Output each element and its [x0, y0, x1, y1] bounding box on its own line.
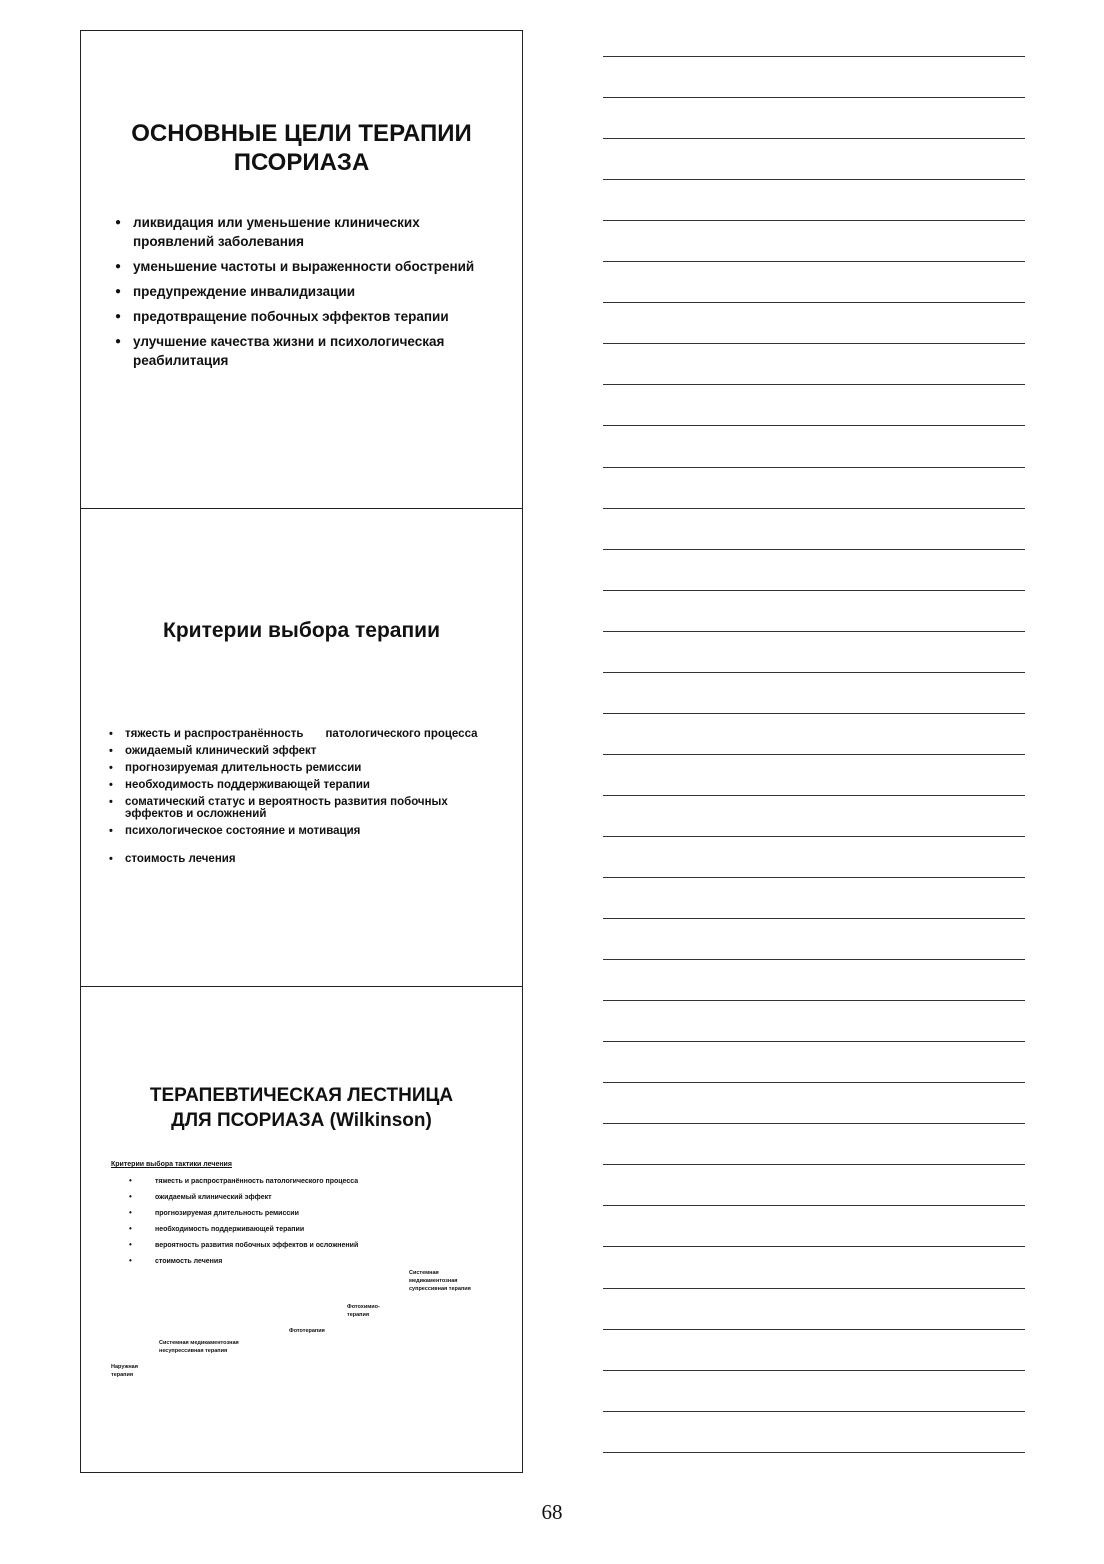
list-item: • необходимость поддерживающей терапии	[107, 779, 497, 791]
list-item: • ожидаемый клинический эффект	[127, 1193, 497, 1202]
note-line	[603, 1205, 1025, 1206]
ladder-step-topical	[111, 1363, 138, 1379]
note-line	[603, 1164, 1025, 1165]
slide-title	[81, 1083, 522, 1133]
note-line	[603, 590, 1025, 591]
note-line	[603, 754, 1025, 755]
note-line	[603, 959, 1025, 960]
note-line	[603, 1452, 1025, 1453]
step-line: Фототерапия	[289, 1328, 325, 1334]
step-line: терапия	[347, 1312, 370, 1318]
note-line	[603, 1246, 1025, 1247]
note-line	[603, 795, 1025, 796]
ladder-step-systemic-suppressive	[409, 1269, 471, 1293]
list-item: ● предупреждение инвалидизации	[113, 282, 493, 301]
title-line: ОСНОВНЫЕ ЦЕЛИ ТЕРАПИИ	[131, 120, 472, 147]
note-line	[603, 1041, 1025, 1042]
slide-therapy-goals	[81, 31, 522, 509]
note-line	[603, 425, 1025, 426]
note-line	[603, 343, 1025, 344]
note-line	[603, 1411, 1025, 1412]
note-line	[603, 1329, 1025, 1330]
note-line	[603, 467, 1025, 468]
note-line	[603, 384, 1025, 385]
list-item: • прогнозируемая длительность ремиссии	[127, 1209, 497, 1218]
note-line	[603, 220, 1025, 221]
criteria-list	[107, 728, 497, 870]
note-line	[603, 549, 1025, 550]
slides-panel	[80, 30, 523, 1473]
slide-therapeutic-ladder	[81, 987, 522, 1473]
goals-list	[113, 213, 493, 376]
note-line	[603, 918, 1025, 919]
note-line	[603, 179, 1025, 180]
list-item: ● предотвращение побочных эффектов терапии	[113, 307, 493, 326]
criteria-heading: Критерии выбора тактики лечения	[111, 1161, 232, 1168]
list-item	[107, 728, 497, 740]
step-line: супрессивная терапия	[409, 1286, 471, 1292]
list-item: • ожидаемый клинический эффект	[107, 745, 497, 757]
list-item-text: тяжесть и распространённость	[125, 728, 304, 740]
note-line	[603, 138, 1025, 139]
note-line	[603, 302, 1025, 303]
slide-title	[81, 119, 522, 177]
note-line	[603, 631, 1025, 632]
step-line: медикаментозная	[409, 1278, 458, 1284]
step-line: Системная медикаментозная	[159, 1340, 239, 1346]
note-line	[603, 672, 1025, 673]
list-item: • вероятность развития побочных эффектов и осложнений	[127, 1241, 497, 1250]
slide-title: Критерии выбора терапии	[163, 619, 440, 642]
notes-lines	[603, 0, 1025, 1564]
note-line	[603, 261, 1025, 262]
list-item: • психологическое состояние и мотивация	[107, 825, 497, 837]
list-item: • стоимость лечения	[107, 853, 497, 865]
note-line	[603, 1370, 1025, 1371]
note-line	[603, 1082, 1025, 1083]
title-line: ТЕРАПЕВТИЧЕСКАЯ ЛЕСТНИЦА	[149, 1085, 454, 1106]
list-item: • необходимость поддерживающей терапии	[127, 1225, 497, 1234]
ladder-step-systemic-nonsuppressive	[159, 1339, 239, 1355]
note-line	[603, 1123, 1025, 1124]
slide-therapy-criteria	[81, 509, 522, 987]
note-line	[603, 836, 1025, 837]
list-item: ● ликвидация или уменьшение клинических проявлений заболевания	[113, 213, 493, 251]
note-line	[603, 97, 1025, 98]
step-line: Фотохимио-	[347, 1304, 380, 1310]
title-line: ПСОРИАЗА	[233, 149, 370, 176]
note-line	[603, 1288, 1025, 1289]
note-line	[603, 56, 1025, 57]
list-item: ● уменьшение частоты и выраженности обострений	[113, 257, 493, 276]
step-line: терапия	[111, 1372, 134, 1378]
title-line: ДЛЯ ПСОРИАЗА (Wilkinson)	[171, 1110, 432, 1131]
step-line: Наружная	[111, 1364, 138, 1370]
list-item: • прогнозируемая длительность ремиссии	[107, 762, 497, 774]
note-line	[603, 508, 1025, 509]
page-number: 68	[541, 1500, 563, 1524]
step-line: Системная	[409, 1270, 439, 1276]
list-item: • стоимость лечения	[127, 1257, 497, 1266]
note-line	[603, 713, 1025, 714]
list-item-text: патологического процесса	[325, 728, 478, 740]
tactics-criteria-list	[127, 1177, 497, 1273]
list-item: • соматический статус и вероятность развития побочных эффектов и осложнений	[107, 796, 497, 820]
list-item: • тяжесть и распространённость патологического процесса	[127, 1177, 497, 1186]
ladder-step-phototherapy	[289, 1327, 325, 1335]
ladder-step-photochemotherapy	[347, 1303, 380, 1319]
list-item: ● улучшение качества жизни и психологическая реабилитация	[113, 332, 493, 370]
step-line: несупрессивная терапия	[159, 1348, 228, 1354]
note-line	[603, 877, 1025, 878]
note-line	[603, 1000, 1025, 1001]
